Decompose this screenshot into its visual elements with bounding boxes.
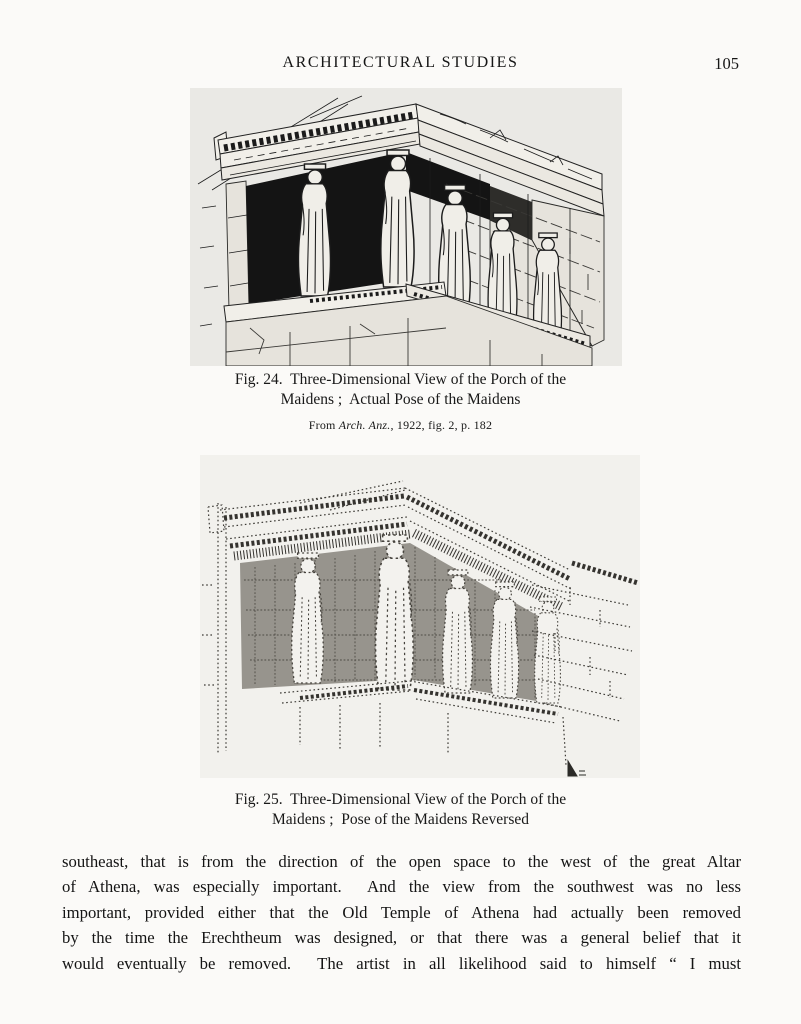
porch-of-maidens-drawing-reversed-pose [200,455,640,778]
figure-25-image [200,455,640,778]
fig24-source-line [0,416,801,436]
fig24-caption-line1: Fig. 24. Three-Dimensional View of the Porch of the [234,371,567,388]
body-line: by the time the Erechtheum was designed, or that there was a general belief that it [62,928,741,948]
fig25-caption-line1: Fig. 25. Three-Dimensional View of the Porch of the [234,791,567,808]
body-line: of Athena, was especially important. And the view from the southwest was no less [62,877,741,897]
fig24-left-pilaster [226,181,249,310]
body-line: southeast, that is from the direction of the open space to the west of the great Altar [62,852,741,871]
fig24-source-prefix: From [308,418,339,432]
figure-24-caption [0,370,801,436]
fig25-caption-line2: Maidens ; Pose of the Maidens Reversed [272,810,529,828]
body-line: important, provided either that the Old Temple of Athena had actually been removed [62,902,741,922]
body-line: would eventually be removed. The artist in all likelihood said to himself “ I must [62,953,741,973]
page-number: 105 [714,54,739,73]
porch-of-maidens-drawing-actual-pose [190,88,622,366]
fig24-caption-line2: Maidens ; Actual Pose of the Maidens [280,390,521,408]
figure-24-image [190,88,622,366]
fig24-source-work: Arch. Anz., [338,418,394,432]
fig24-source-rest: 1922, fig. 2, p. 182 [393,418,493,432]
figure-25-caption [0,790,801,829]
body-paragraph [62,849,741,976]
running-head: ARCHITECTURAL STUDIES [282,54,519,71]
